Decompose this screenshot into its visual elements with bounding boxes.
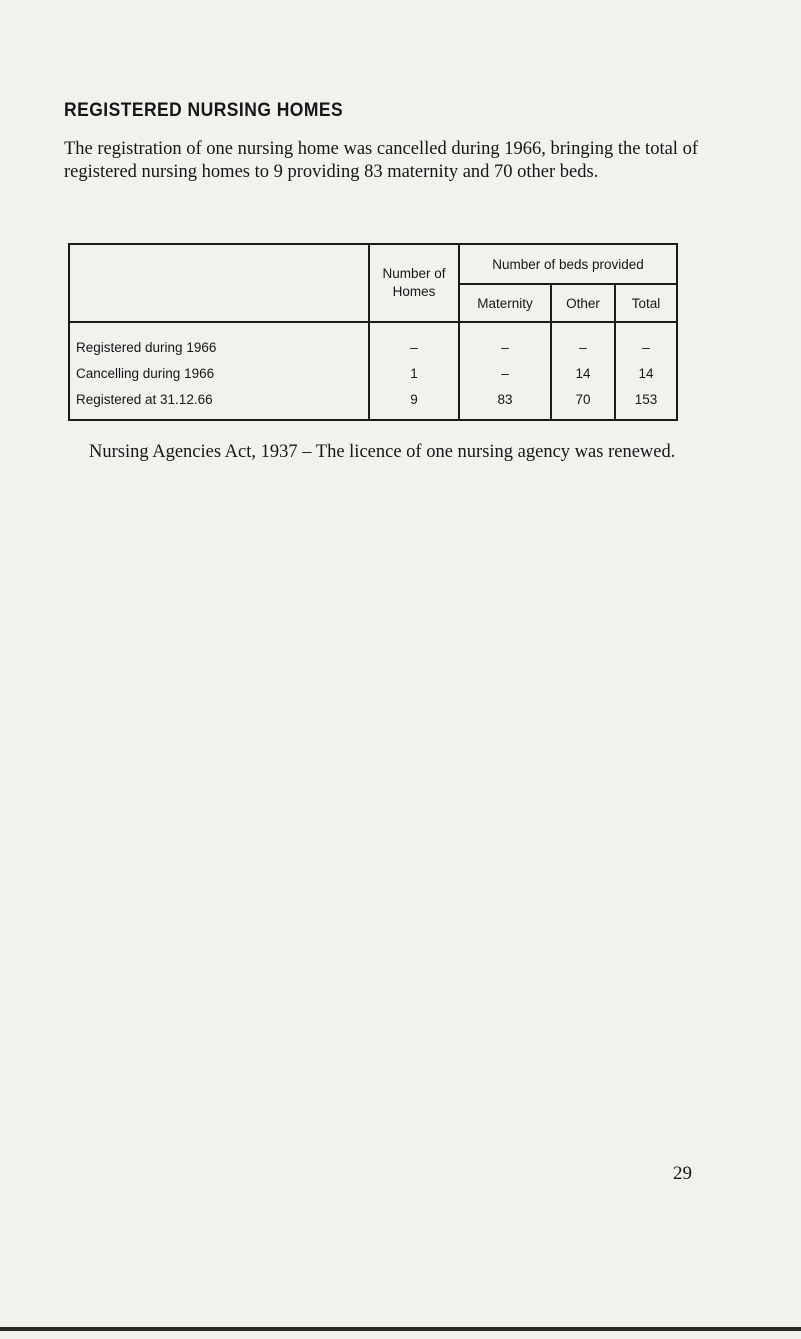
page-number: 29	[673, 1163, 692, 1184]
header-other: Other	[551, 284, 615, 322]
table-row	[69, 389, 677, 420]
cell-total: 153	[615, 389, 677, 420]
cell-homes: –	[369, 322, 459, 363]
cell-maternity: 83	[459, 389, 551, 420]
table-row	[69, 322, 677, 363]
agencies-note: Nursing Agencies Act, 1937 – The licence of one nursing agency was renewed.	[89, 442, 676, 462]
row-label: Registered at 31.12.66	[69, 389, 369, 420]
cell-maternity: –	[459, 322, 551, 363]
section-heading: REGISTERED NURSING HOMES	[64, 100, 344, 121]
cell-homes: 9	[369, 389, 459, 420]
bottom-edge-rule	[0, 1327, 801, 1331]
cell-total: 14	[615, 363, 677, 389]
header-blank	[69, 244, 369, 322]
header-total: Total	[615, 284, 677, 322]
cell-maternity: –	[459, 363, 551, 389]
cell-homes: 1	[369, 363, 459, 389]
row-label: Cancelling during 1966	[69, 363, 369, 389]
cell-other: 70	[551, 389, 615, 420]
table-row	[69, 363, 677, 389]
row-label: Registered during 1966	[69, 322, 369, 363]
cell-total: –	[615, 322, 677, 363]
cell-other: –	[551, 322, 615, 363]
header-number-of-homes: Number of Homes	[369, 244, 459, 322]
nursing-homes-table	[68, 243, 678, 421]
cell-other: 14	[551, 363, 615, 389]
header-maternity: Maternity	[459, 284, 551, 322]
intro-paragraph: The registration of one nursing home was cancelled during 1966, bringing the total of registered nursing homes to 9 providing 83 maternity and 70 other beds.	[64, 139, 698, 182]
header-beds-provided: Number of beds provided	[459, 244, 677, 284]
